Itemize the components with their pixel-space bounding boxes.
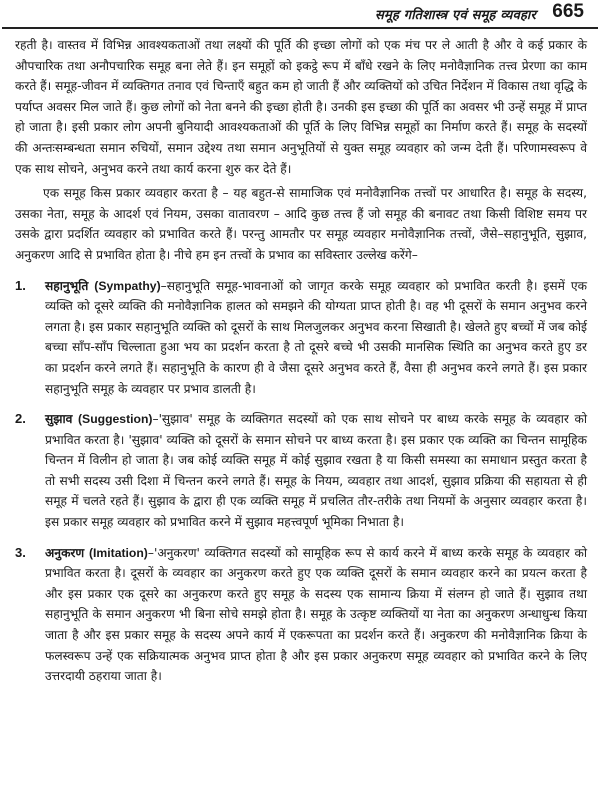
list-item-suggestion [15,409,587,533]
item-text: –'सुझाव' समूह के व्यक्तिगत सदस्यों को एक साथ सोचने पर बाध्य करके समूह के व्यवहार को प्रभावित करता है। 'सुझाव' व्यक्ति को दूसरों के समान सोचने पर बाध्य करता है। इस प्रकार एक व्यक्ति का चिन्तन सामूहिक चिन्तन में विलीन हो जाता है। जब कोई व्यक्ति समूह में कोई सुझाव रखता है या किसी समस्या का समाधान प्रस्तुत करता है तो सभी सदस्य उसी दिशा में चिन्तन करने लगते हैं। समूह के नियम, व्यवहार तथा आदर्श, सुझाव प्रक्रिया की सहायता से ही समूह में चलते रहते हैं। सुझाव के द्वारा ही एक व्यक्ति समूह में प्रचलित तौर-तरीके तथा नियमों के अनुसार व्यवहार करता है। इस प्रकार समूह व्यवहार को प्रभावित करने में सुझाव महत्त्वपूर्ण भूमिका निभाता है। [45,412,587,530]
item-number: 3. [15,544,26,560]
paragraph-intro: एक समूह किस प्रकार व्यवहार करता है – यह बहुत-से सामाजिक एवं मनोवैज्ञानिक तत्त्वों पर आधारित है। समूह के सदस्य, उसका नेता, समूह के आदर्श एवं नियम, उसका वातावरण – आदि कुछ तत्त्व हैं जो समूह की बनावट तथा किसी विशिष्ट समय पर उसके द्वारा प्रदर्शित व्यवहार को प्रभावित करते हैं। परन्तु आमतौर पर समूह व्यवहार मनोवैज्ञानिक तत्त्वों, जैसे–सहानुभूति, सुझाव, अनुकरण आदि से प्रभावित होता है। नीचे हम इन तत्त्वों के प्रभाव का सविस्तार उल्लेख करेंगे– [15,186,587,262]
item-text: –सहानुभूति समूह-भावनाओं को जागृत करके समूह व्यवहार को प्रभावित करती है। इसमें एक व्यक्ति को दूसरे व्यक्ति की मनोवैज्ञानिक हालत को समझने की योग्यता प्राप्त होती है। वह भी दूसरों के समान अनुभव करने लगता है। इस प्रकार सहानुभूति व्यक्ति को दूसरों के साथ मिलजुलकर अनुभव करना सिखाती है। खेलते हुए बच्चों में जब कोई बच्चा साँप-साँप चिल्लाता हुआ भय का प्रदर्शन करता है तो दूसरे बच्चे भी उसकी मानसिक स्थिति का अनुभव करते हुए डर का प्रदर्शन करने लगते हैं। सहानुभूति के कारण ही वे जैसा दूसरे अनुभव करते हैं, वैसा ही अनुभव करने लगते हैं। इस प्रकार सहानुभूति समूह के व्यवहार पर प्रभाव डालती है। [45,278,587,396]
header-rule [2,27,598,29]
item-term: अनुकरण [45,545,85,560]
item-english-term: (Imitation) [88,545,148,560]
item-english-term: (Suggestion) [78,412,153,427]
item-term: सहानुभूति [45,278,89,293]
item-number: 2. [15,411,26,427]
page-body [15,35,587,687]
list-item-imitation [15,543,587,687]
list-item-sympathy [15,276,587,400]
item-english-term: (Sympathy) [94,278,161,293]
paragraph-continuation: रहती है। वास्तव में विभिन्न आवश्यकताओं तथा लक्ष्यों की पूर्ति की इच्छा लोगों को एक मंच पर ले आती है और वे कई प्रकार के औपचारिक तथा अनौपचारिक समूह बना लेते हैं। इन समूहों को इकट्ठे रूप में बाँधे रखने के लिए मनोवैज्ञानिक तत्त्व प्रेरणा का काम करते हैं। समूह-जीवन में व्यक्तिगत तनाव एवं चिन्ताएँ बहुत कम हो जाती हैं और व्यक्तियों को उचित निर्देशन में विकास तथा वृद्धि के पर्याप्त अवसर मिल जाते हैं। कुछ लोगों को नेता बनने की इच्छा होती है। उनकी इस इच्छा की पूर्ति का अवसर भी उन्हें समूह में प्राप्त हो जाता है। इसी प्रकार लोग अपनी बुनियादी आवश्यकताओं की पूर्ति के लिए विभिन्न समूहों का निर्माण करते हैं। समूह के सदस्यों की अन्तःसम्बन्धता समान रुचियों, समान उद्देश्य तथा समान अनुभूतियों से युक्त समूह व्यवहार को जन्म देती हैं। परिणामस्वरूप वे एक साथ सोचने, अनुभव करने तथा कार्य करना शुरु कर देते हैं। [15,38,587,176]
item-number: 1. [15,277,26,293]
item-text: –'अनुकरण' व्यक्तिगत सदस्यों को सामूहिक रूप से कार्य करने में बाध्य करके समूह के व्यवहार को प्रभावित करता है। दूसरों के व्यवहार का अनुकरण करते हुए एक व्यक्ति दूसरों के समान व्यवहार करने का प्रयत्न करता है और इस प्रकार एक दूसरे का अनुकरण करते हुए समूह के सदस्य एक सामान्य क्रिया में संलग्न हो जाते हैं। सुझाव तथा सहानुभूति के समान अनुकरण भी बिना सोचे समझे होता है। समूह के उत्कृष्ट व्यक्तियों या नेता का अनुकरण अन्धाधुन्ध किया जाता है और इस प्रकार समूह के सदस्य अपने कार्य में एकरूपता का प्रदर्शन करते हैं। अनुकरण की मनोवैज्ञानिक क्रिया के फलस्वरूप उन्हें एक सक्रियात्मक अनुभव प्राप्त होता है और इस प्रकार अनुकरण समूह व्यवहार को प्रभावित करने के लिए उत्तरदायी ठहराया जाता है। [45,545,587,684]
page-header [0,0,600,30]
item-term: सुझाव [45,412,73,427]
page-number: 665 [552,1,584,22]
running-title: समूह गतिशास्त्र एवं समूह व्यवहार [375,8,536,23]
